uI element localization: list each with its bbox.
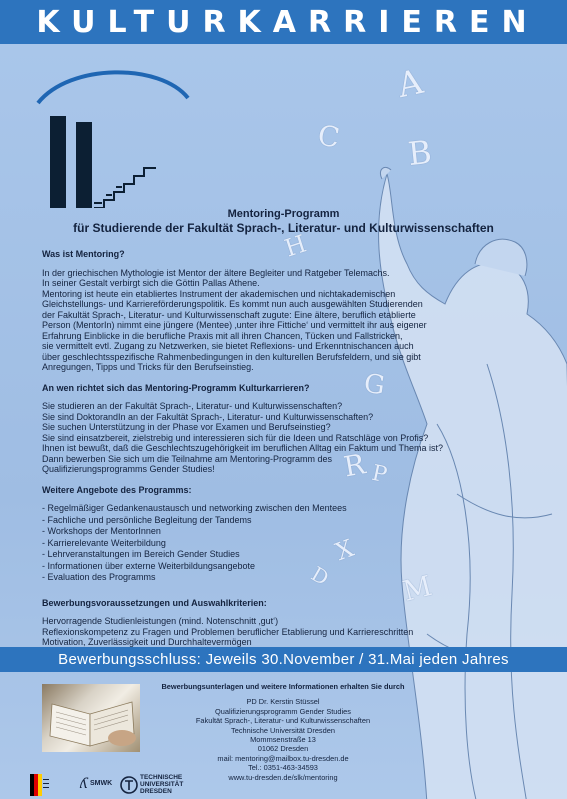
letter-x: X xyxy=(331,533,358,567)
section-text xyxy=(42,268,537,373)
letter-p: P xyxy=(369,460,390,489)
text-line: Motivation, Zuverlässigkeit und Durchhaltevermögen xyxy=(42,637,252,647)
section-heading: Was ist Mentoring? xyxy=(42,249,125,259)
tud-name-1: TECHNISCHE xyxy=(140,774,183,781)
text-line: Dann bewerben Sie sich um die Teilnahme am Mentoring-Programm des xyxy=(42,453,332,464)
text-line: über geschlechtsspezifische Rahmenbedingungen in den kulturellen Berufsfeldern, und sie gibt xyxy=(42,351,421,362)
offer-list xyxy=(42,503,537,584)
list-item: - Fachliche und persönliche Begleitung der Tandems xyxy=(42,514,252,525)
text-line: In seiner Gestalt verbirgt sich die Göttin Pallas Athene. xyxy=(42,278,260,288)
section-3 xyxy=(42,598,537,648)
contact-line: Qualifizierungsprogramm Gender Studies xyxy=(215,706,351,716)
text-line: Reflexionskompetenz zu Fragen und Problemen beruflicher Etablierung und Karriereschritten xyxy=(42,626,414,637)
contact-line: www.tu-dresden.de/slk/mentoring xyxy=(228,772,338,782)
smwk-logo-mark: ʎ xyxy=(80,776,88,792)
list-item: - Karrierelevante Weiterbildung xyxy=(42,537,166,548)
footer-logos xyxy=(30,772,230,798)
text-line: Erfahrung Einblicke in die berufliche Praxis mit all ihren Chancen, Tücken und Fallstricken, xyxy=(42,330,403,341)
letter-m: M xyxy=(399,569,436,608)
text-line: In der griechischen Mythologie ist Mentor der ältere Begleiter und Ratgeber Telemachs. xyxy=(42,267,390,278)
content-body xyxy=(42,249,537,658)
text-line: Ihnen ist bewußt, daß die Geschlechtszugehörigkeit im beruflichen Alltag ein Faktum und Thema ist? xyxy=(42,443,444,453)
section-text xyxy=(42,616,537,648)
list-item: - Evaluation des Programms xyxy=(42,572,156,582)
list-item: - Lehrveranstaltungen im Bereich Gender Studies xyxy=(42,549,240,559)
banner-title: KULTURKARRIEREN xyxy=(36,5,539,40)
contact-line: Fakultät Sprach-, Literatur- und Kulturwissenschaften xyxy=(195,716,371,726)
contact-line: Tel.: 0351-463-34593 xyxy=(248,763,318,773)
tud-name-2: UNIVERSITÄT xyxy=(140,781,184,788)
section-heading: Bewerbungsvoraussetzungen und Auswahlkriterien: xyxy=(42,597,267,608)
text-line: Person (MentorIn) nimmt eine jüngere (Mentee) ‚unter ihre Fittiche‘ und vermittelt ihr aus eigener xyxy=(42,320,427,330)
list-item: - Informationen über externe Weiterbildungsangebote xyxy=(42,560,255,571)
letter-a: A xyxy=(394,61,427,107)
letter-h: H xyxy=(281,229,310,263)
program-title: Mentoring-Programm xyxy=(227,208,340,220)
text-line: der Fakultät Sprach-, Literatur- und Kulturwissenschaft zugute: Eine ältere, beruflich etablierte xyxy=(42,309,416,320)
tud-name-3: DRESDEN xyxy=(140,788,172,795)
text-line: Sie suchen Unterstützung in der Phase vor Examen und Berufseinstieg? xyxy=(42,422,331,432)
text-line: Qualifizierungsprogramms Gender Studies! xyxy=(42,464,215,474)
contact-line: mail: mentoring@mailbox.tu-dresden.de xyxy=(217,753,349,763)
text-line: Gleichstellungs- und Karriereförderungspolitik. Es kommt nun auch ausgewählten Studierenden xyxy=(42,299,423,309)
list-item: - Regelmäßiger Gedankenaustausch und networking zwischen den Mentees xyxy=(42,503,347,513)
section-heading: Weitere Angebote des Programms: xyxy=(42,484,192,495)
contact-line: 01062 Dresden xyxy=(257,744,309,754)
program-logo xyxy=(30,58,190,208)
section-heading: An wen richtet sich das Mentoring-Programm Kulturkarrieren? xyxy=(42,382,310,393)
text-line: sie vermittelt evtl. Zugang zu Netzwerken, sie bietet Reflexions- und Erkenntnischancen auch xyxy=(42,341,414,351)
letter-b: B xyxy=(406,132,434,174)
smwk-logo: SMWK xyxy=(90,780,113,787)
text-line: Anregungen, Tipps und Tricks für den Berufseinstieg. xyxy=(42,362,254,372)
text-line: Hervorragende Studienleistungen (mind. Notenschnitt ‚gut‘) xyxy=(42,616,279,626)
text-line: Sie sind DoktorandIn an der Fakultät Sprach-, Literatur- und Kulturwissenschaften? xyxy=(42,411,374,422)
text-line: Sie studieren an der Fakultät Sprach-, Literatur- und Kulturwissenschaften? xyxy=(42,401,343,411)
letter-d: D xyxy=(307,561,333,591)
section-2 xyxy=(42,485,537,584)
letter-r: R xyxy=(341,447,368,484)
section-1 xyxy=(42,383,537,475)
contact-heading: Bewerbungsunterlagen und weitere Informationen erhalten Sie durch xyxy=(161,682,405,691)
text-line: Mentoring ist heute ein etabliertes Instrument der akademischen und nichtakademischen xyxy=(42,288,396,299)
book-photo xyxy=(42,684,140,752)
header-banner xyxy=(0,0,567,44)
contact-block xyxy=(148,682,418,782)
poster-panel xyxy=(0,44,567,799)
tud-logo-icon xyxy=(120,773,138,797)
contact-line: Mommsenstraße 13 xyxy=(250,735,316,745)
program-subtitle: für Studierende der Fakultät Sprach-, Literatur- und Kulturwissenschaften xyxy=(73,221,494,235)
section-0 xyxy=(42,249,537,373)
letter-g: G xyxy=(362,368,387,402)
section-text xyxy=(42,401,537,475)
text-line: Sie sind einsatzbereit, zielstrebig und interessieren sich für die Ideen und Ratschläge von Profis? xyxy=(42,432,429,443)
deadline-banner: Bewerbungsschluss: Jeweils 30.November / 31.Mai jeden Jahres xyxy=(0,647,567,672)
list-item: - Workshops der MentorInnen xyxy=(42,526,161,536)
federal-eagle-logo xyxy=(30,774,50,796)
letter-c: C xyxy=(315,118,343,155)
contact-line: PD Dr. Kerstin Stüssel xyxy=(246,697,320,707)
contact-line: Technische Universität Dresden xyxy=(231,725,335,735)
